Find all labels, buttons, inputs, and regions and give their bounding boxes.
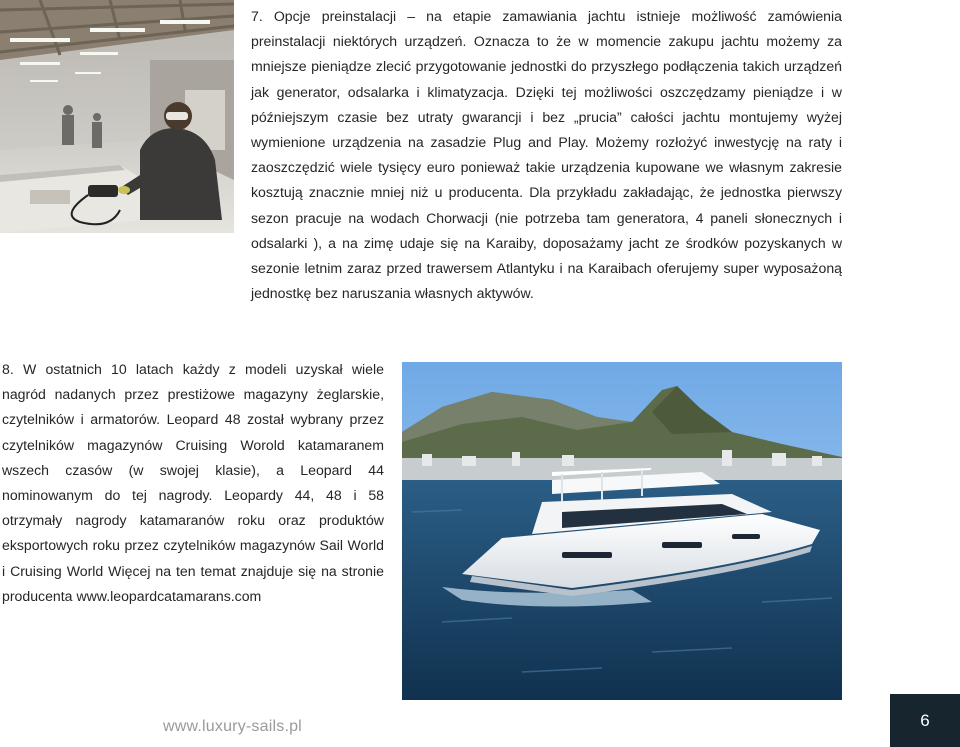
section-7-paragraph: 7. Opcje preinstalacji – na etapie zamawiania jachtu istnieje możliwość zamówienia preinstalacji niektórych urządzeń. Oznacza to że w momencie zakupu jachtu możemy za mniejsze pieniądze zlecić przygotowanie jednostki do przyszłego podłączenia takich urządzeń jak generator, odsalarka i klimatyzacja. Dzięki tej możliwości oszczędzamy pieniądze i w późniejszym czasie bez utraty gwarancji i bez „prucia” całości jachtu montujemy wyżej wymienione urządzenia na zasadzie Plug and Play. Możemy rozłożyć inwestycję na raty i zaoszczędzić wiele tysięcy euro ponieważ takie urządzenia kupowane we własnym zakresie kosztują znacznie mniej niż u producenta. Dla przykładu zakładając, że jednostka pierwszy sezon pracuje na wodach Chorwacji (nie potrzeba tam generatora, 4 paneli słonecznych i odsalarki ), a na zimę udaje się na Karaiby, doposażamy jacht ze środków pozyskanych w sezonie letnim zaraz przed trawersem Atlantyku i na Karaibach oferujemy super wyposażoną jednostkę bez naruszania własnych aktywów. (251, 8, 842, 302)
page-number: 6 (920, 710, 930, 730)
workshop-photo (0, 0, 234, 233)
page-number-badge (890, 694, 960, 747)
section-8-paragraph: 8. W ostatnich 10 latach każdy z modeli uzyskał wiele nagród nadanych przez prestiżowe magazyny żeglarskie, czytelników i armatorów. Leopard 48 został wybrany przez czytelników magazynów Cruising Worold katamaranem wszech czasów (w swojej klasie), a Leopard 44 nominowanym do tej nagrody. Leopardy 44, 48 i 58 otrzymały nagrody katamaranów roku oraz produktów eksportowych roku przez czytelników magazynów Sail World i Cruising World Więcej na ten temat znajduje się na stronie producenta www.leopardcatamarans.com (2, 361, 384, 604)
footer-website-url[interactable]: www.luxury-sails.pl (163, 718, 302, 735)
catamaran-photo (402, 362, 842, 700)
